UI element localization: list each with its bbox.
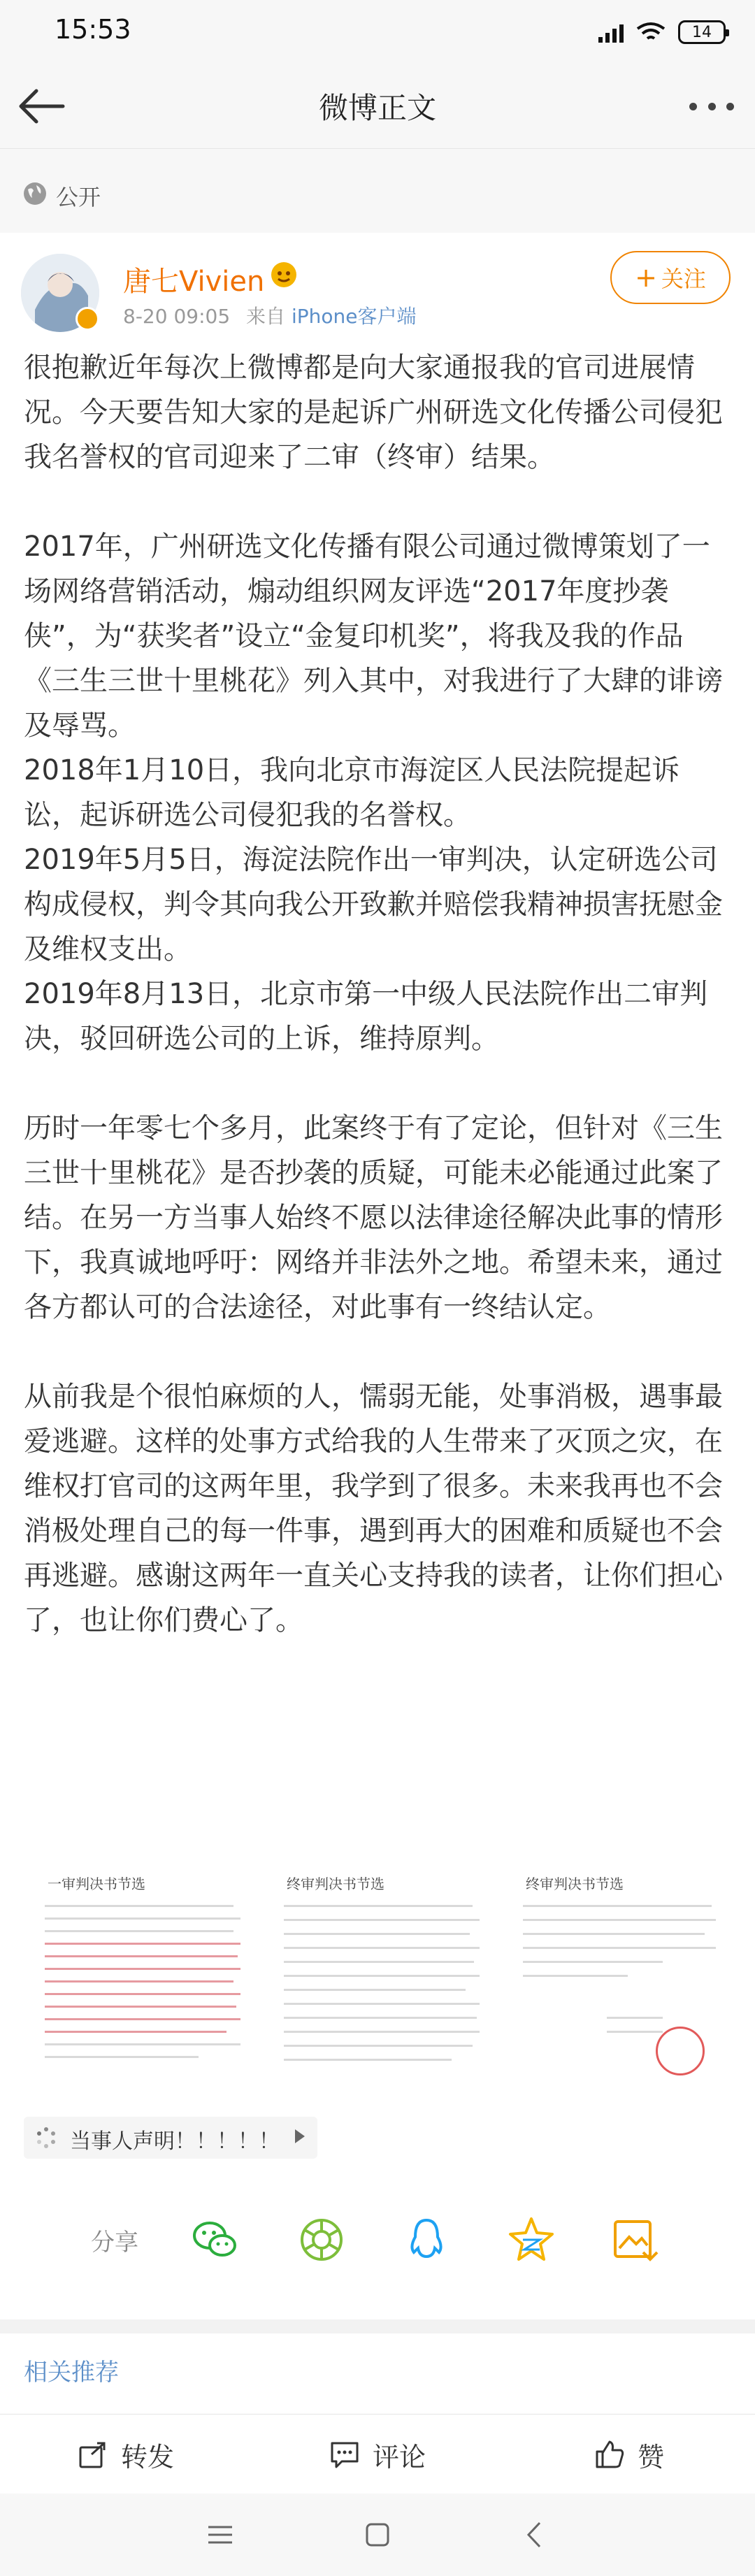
post-paragraph: 很抱歉近年每次上微博都是向大家通报我的官司进展情况。今天要告知大家的是起诉广州研选文化传播公司侵犯我名誉权的官司迎来了二审（终审）结果。 bbox=[24, 352, 723, 473]
status-time: 15:53 bbox=[55, 14, 131, 45]
post-date: 8-20 09:05 bbox=[123, 305, 231, 328]
vip-crown-icon bbox=[268, 261, 299, 289]
qq-icon[interactable] bbox=[400, 2213, 453, 2266]
post-paragraph: 2019年8月13日，北京市第一中级人民法院作出二审判决，驳回研选公司的上诉，维持原判。 bbox=[24, 978, 708, 1055]
image-caption: 终审判决书节选 bbox=[526, 1876, 624, 1892]
home-icon[interactable] bbox=[360, 2517, 395, 2552]
globe-icon bbox=[22, 181, 48, 206]
image-caption: 一审判决书节选 bbox=[48, 1876, 145, 1892]
comment-icon bbox=[329, 2439, 360, 2470]
author-header bbox=[0, 233, 755, 338]
menu-icon[interactable] bbox=[203, 2517, 238, 2552]
qzone-icon[interactable] bbox=[505, 2213, 558, 2266]
status-icons bbox=[598, 18, 726, 46]
nav-bar bbox=[0, 64, 755, 149]
more-menu-icon[interactable] bbox=[689, 94, 734, 119]
court-seal-icon bbox=[656, 2027, 705, 2075]
battery-indicator bbox=[678, 20, 726, 44]
save-image-icon[interactable] bbox=[608, 2213, 661, 2266]
post-meta bbox=[123, 301, 416, 329]
action-bar bbox=[0, 2414, 755, 2495]
source-prefix: 来自 bbox=[246, 305, 286, 328]
image-grid bbox=[24, 1863, 731, 2094]
related-recommendations-link[interactable]: 相关推荐 bbox=[24, 2359, 119, 2387]
like-label: 赞 bbox=[637, 2441, 664, 2473]
wifi-icon bbox=[636, 22, 666, 43]
author-name[interactable]: 唐七Vivien bbox=[123, 266, 265, 298]
plus-icon: + bbox=[635, 262, 657, 293]
repost-icon bbox=[78, 2439, 108, 2470]
loading-icon bbox=[35, 2127, 57, 2149]
visibility-row bbox=[0, 149, 755, 233]
system-nav-bar bbox=[0, 2494, 755, 2576]
back-icon[interactable] bbox=[517, 2517, 552, 2552]
wechat-icon[interactable] bbox=[189, 2213, 242, 2266]
section-divider bbox=[0, 2319, 755, 2333]
post-paragraph: 2018年1月10日，我向北京市海淀区人民法院提起诉讼，起诉研选公司侵犯我的名誉权。 bbox=[24, 754, 680, 831]
repost-button[interactable] bbox=[0, 2415, 252, 2494]
post-paragraph: 历时一年零七个多月，此案终于有了定论，但针对《三生三世十里桃花》是否抄袭的质疑，可能未必能通过此案了结。在另一方当事人始终不愿以法律途径解决此事的情形下，我真诚地呼吁：网络并非法外之地。希望未来，通过各方都认可的合法途径，对此事有一终结认定。 bbox=[24, 1112, 723, 1323]
follow-button[interactable] bbox=[610, 251, 731, 304]
like-button[interactable] bbox=[503, 2415, 755, 2494]
post-body bbox=[24, 345, 731, 1643]
statement-label: 当事人声明！！！！！ bbox=[70, 2129, 280, 2154]
battery-level: 14 bbox=[692, 23, 712, 41]
verified-badge-icon bbox=[76, 307, 99, 331]
status-bar bbox=[0, 0, 755, 64]
share-row bbox=[0, 2202, 755, 2279]
statement-link[interactable] bbox=[24, 2117, 317, 2159]
play-arrow-icon bbox=[295, 2129, 305, 2143]
follow-label: 关注 bbox=[661, 266, 706, 292]
post-paragraph: 从前我是个很怕麻烦的人，懦弱无能，处事消极，遇事最爱逃避。这样的处事方式给我的人生带来了灭顶之灾，在维权打官司的这两年里，我学到了很多。未来我再也不会消极处理自己的每一件事，遇到再大的困难和质疑也不会再逃避。感谢这两年一直关心支持我的读者，让你们担心了，也让你们费心了。 bbox=[24, 1381, 723, 1636]
image-caption: 终审判决书节选 bbox=[287, 1876, 384, 1892]
repost-label: 转发 bbox=[120, 2441, 174, 2473]
post-paragraph: 2017年，广州研选文化传播有限公司通过微博策划了一场网络营销活动，煽动组织网友评选“2017年度抄袭侠”，为“获奖者”设立“金复印机奖”，将我及我的作品《三生三世十里桃花》列入其中，对我进行了大肆的诽谤及辱骂。 bbox=[24, 531, 723, 742]
thumbs-up-icon bbox=[594, 2439, 625, 2470]
comment-label: 评论 bbox=[372, 2441, 426, 2473]
post-source[interactable]: iPhone客户端 bbox=[291, 305, 417, 328]
comment-button[interactable] bbox=[252, 2415, 503, 2494]
image-thumbnail[interactable] bbox=[263, 1863, 492, 2094]
moments-icon[interactable] bbox=[295, 2213, 348, 2266]
image-thumbnail[interactable] bbox=[24, 1863, 253, 2094]
post-paragraph: 2019年5月5日，海淀法院作出一审判决，认定研选公司构成侵权，判令其向我公开致歉并赔偿我精神损害抚慰金及维权支出。 bbox=[24, 844, 723, 965]
share-label: 分享 bbox=[91, 2229, 138, 2257]
signal-icon bbox=[598, 22, 624, 43]
page-title: 微博正文 bbox=[318, 91, 436, 125]
image-thumbnail[interactable] bbox=[502, 1863, 731, 2094]
visibility-label: 公开 bbox=[56, 184, 101, 210]
